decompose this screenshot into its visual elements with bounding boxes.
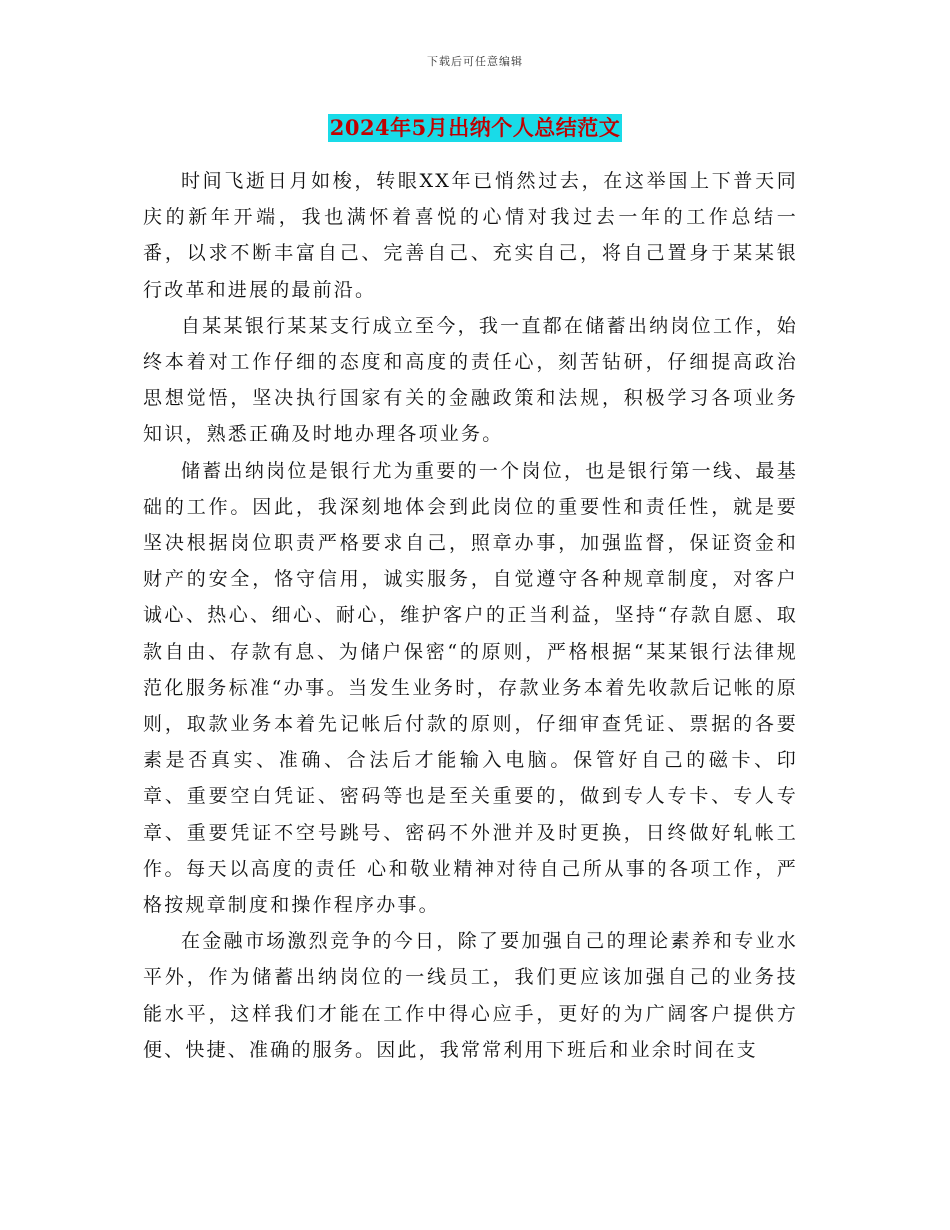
document-title: 2024年5月出纳个人总结范文 xyxy=(329,115,621,140)
paragraph-3: 储蓄出纳岗位是银行尤为重要的一个岗位，也是银行第一线、最基础的工作。因此，我深刻地体会到此岗位的重要性和责任性，就是要坚决根据岗位职责严格要求自己，照章办事，加强监督，保证资金和财产的安全，恪守信用，诚实服务，自觉遵守各种规章制度，对客户诚心、热心、细心、耐心，维护客户的正当利益，坚持“存款自愿、取款自由、存款有息、为储户保密“的原则，严格根据“某某银行法律规范化服务标准“办事。当发生业务时，存款业务本着先收款后记帐的原则，取款业务本着先记帐后付款的原则，仔细审查凭证、票据的各要素是否真实、准确、合法后才能输入电脑。保管好自己的磁卡、印章、重要空白凭证、密码等也是至关重要的，做到专人专卡、专人专章、重要凭证不空号跳号、密码不外泄并及时更换，日终做好轧帐工作。每天以高度的责任 心和敬业精神对待自己所从事的各项工作，严格按规章制度和操作程序办事。 xyxy=(143,459,798,917)
page-header: 下载后可任意编辑 xyxy=(427,55,523,68)
paragraph-4: 在金融市场激烈竞争的今日，除了要加强自己的理论素养和专业水平外，作为储蓄出纳岗位的一线员工，我们更应该加强自己的业务技能水平，这样我们才能在工作中得心应手，更好的为广阔客户提供方便、快捷、准确的服务。因此，我常常利用下班后和业余时间在支 xyxy=(143,930,798,1061)
title-container xyxy=(0,114,950,142)
paragraph-2: 自某某银行某某支行成立至今，我一直都在储蓄出纳岗位工作，始终本着对工作仔细的态度和高度的责任心，刻苦钻研，仔细提高政治思想觉悟，坚决执行国家有关的金融政策和法规，积极学习各项业务知识，熟悉正确及时地办理各项业务。 xyxy=(143,314,798,446)
document-body xyxy=(143,163,798,1068)
paragraph-1: 时间飞逝日月如梭，转眼XX年已悄然过去，在这举国上下普天同庆的新年开端，我也满怀着喜悦的心情对我过去一年的工作总结一番，以求不断丰富自己、完善自己、充实自己，将自己置身于某某银行改革和进展的最前沿。 xyxy=(143,170,798,301)
